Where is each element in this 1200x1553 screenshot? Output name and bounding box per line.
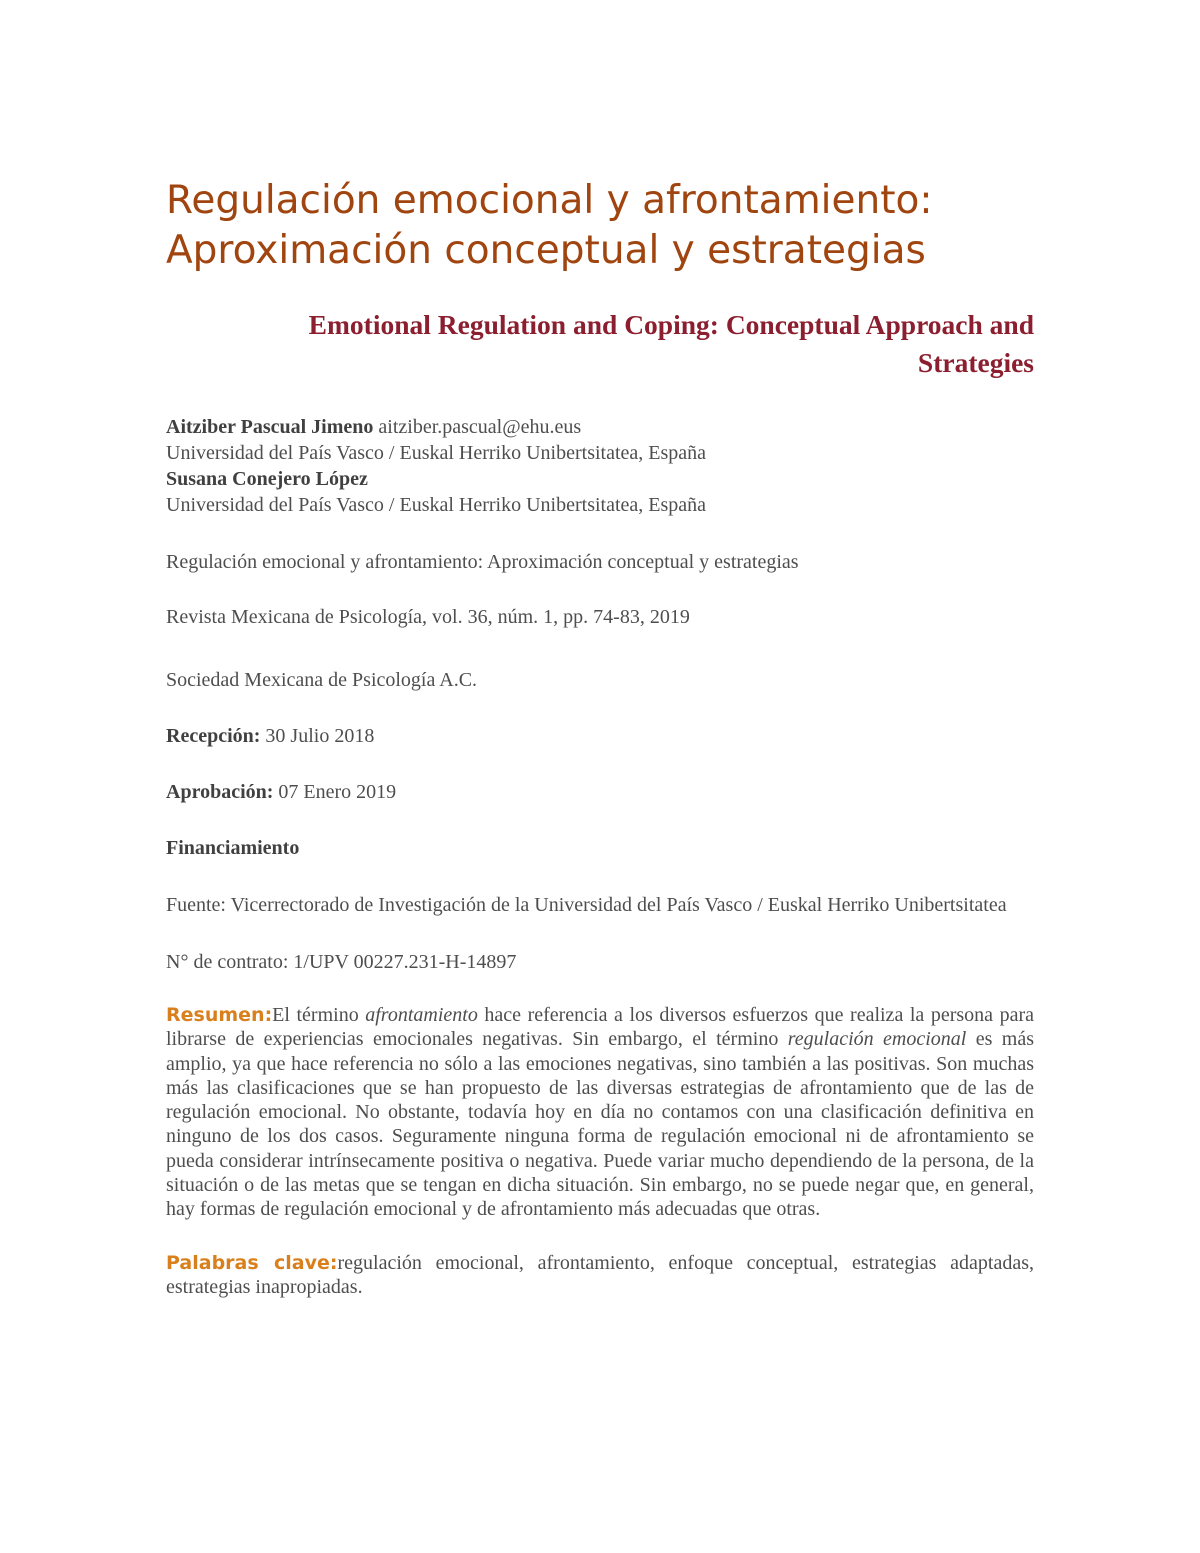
approval-date — [166, 779, 1034, 805]
reception-date — [166, 723, 1034, 749]
english-title — [166, 306, 1034, 382]
journal-reference: Revista Mexicana de Psicología, vol. 36, núm. 1, pp. 74-83, 2019 — [166, 606, 690, 628]
reception-label: Recepción: — [166, 725, 261, 747]
author-1 — [166, 414, 1034, 440]
author-1-email: aitziber.pascual@ehu.eus — [378, 416, 582, 438]
keywords — [166, 1251, 1034, 1300]
main-title-line-2: Aproximación conceptual y estrategias — [166, 228, 926, 273]
abstract-part-2: hace referencia a los diversos esfuerzos que realiza la persona para librarse de experiencias emocionales negativas. Sin embargo, el término — [166, 1004, 1034, 1051]
abstract-part-1: El término — [272, 1004, 366, 1026]
approval-value: 07 Enero 2019 — [278, 781, 397, 803]
author-2 — [166, 466, 1034, 492]
contract-number: N° de contrato: 1/UPV 00227.231-H-14897 — [166, 951, 517, 973]
document-page — [166, 176, 1034, 1299]
author-1-affiliation: Universidad del País Vasco / Euskal Herriko Unibertsitatea, España — [166, 442, 707, 464]
author-2-name: Susana Conejero López — [166, 468, 368, 490]
reception-value: 30 Julio 2018 — [265, 725, 375, 747]
funding-heading: Financiamiento — [166, 837, 300, 859]
abstract-term-afrontamiento: afrontamiento — [365, 1004, 478, 1026]
article-title-text: Regulación emocional y afrontamiento: Aproximación conceptual y estrategias — [166, 551, 799, 573]
keywords-label: Palabras clave: — [166, 1251, 338, 1274]
english-title-line-1: Emotional Regulation and Coping: Conceptual Approach and — [308, 309, 1034, 340]
author-2-affiliation: Universidad del País Vasco / Euskal Herriko Unibertsitatea, España — [166, 494, 707, 516]
main-title — [166, 176, 1034, 276]
keywords-text: regulación emocional, afrontamiento, enfoque conceptual, estrategias adaptadas, estrategias inapropiadas. — [166, 1251, 1034, 1298]
funding-source: Fuente: Vicerrectorado de Investigación de la Universidad del País Vasco / Euskal Herriko Unibertsitatea — [166, 894, 1007, 916]
main-title-line-1: Regulación emocional y afrontamiento: — [166, 178, 933, 223]
abstract-term-regulacion: regulación emocional — [787, 1028, 967, 1051]
approval-label: Aprobación: — [166, 781, 274, 803]
abstract — [166, 1003, 1034, 1222]
publisher: Sociedad Mexicana de Psicología A.C. — [166, 669, 478, 691]
author-1-name: Aitziber Pascual Jimeno — [166, 416, 374, 438]
abstract-part-3: es más amplio, ya que hace referencia no sólo a las emociones negativas, sino también a las positivas. Son muchas más las clasificaciones que se han propuesto de las diversas estrategias de afrontamiento que de las de regulación emocional. No obstante, todavía hoy en día no contamos con una clasificación definitiva en ninguno de los dos casos. Seguramente ninguna forma de regulación emocional ni de afrontamiento se pueda considerar intrínsecamente positiva o negativa. Puede variar mucho dependiendo de la persona, de la situación o de las metas que se tengan en dicha situación. Sin embargo, no se puede negar que, en general, hay formas de regulación emocional y de afrontamiento más adecuadas que otras. — [166, 1028, 1034, 1221]
abstract-label: Resumen: — [166, 1004, 273, 1026]
english-title-line-2: Strategies — [917, 347, 1034, 378]
author-block — [166, 414, 1034, 518]
